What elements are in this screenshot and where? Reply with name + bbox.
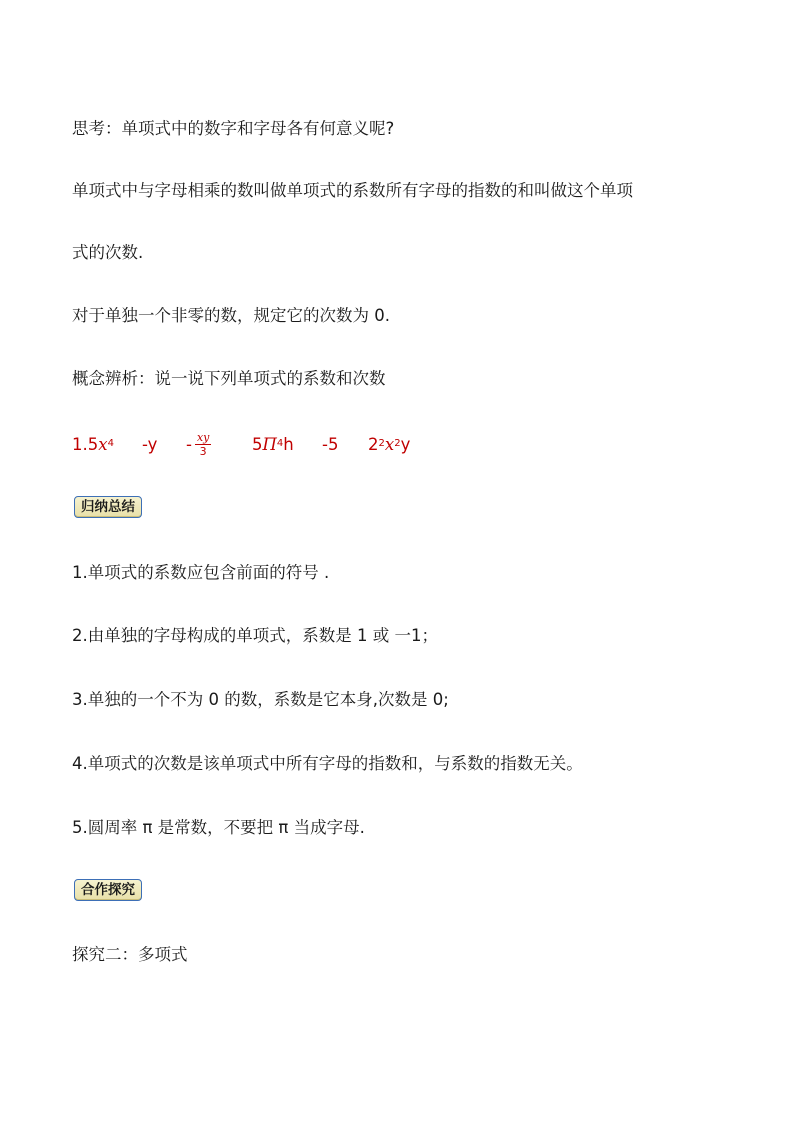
concept-analysis: 概念辨析：说一说下列单项式的系数和次数 <box>72 369 386 388</box>
summary-tag: 归纳总结 <box>74 496 142 518</box>
explore-heading: 探究二：多项式 <box>72 945 188 964</box>
monomial-3-denominator: 3 <box>199 444 207 458</box>
monomial-1-coef: 1.5 <box>72 434 99 454</box>
monomial-6-var: x <box>384 434 395 454</box>
monomial-4-tail: h <box>283 434 294 454</box>
monomial-1 <box>72 424 114 464</box>
monomial-4-exp: 4 <box>276 437 284 449</box>
monomial-3-sign: - <box>186 434 192 454</box>
summary-item-1: 1.单项式的系数应包含前面的符号 . <box>72 563 330 582</box>
monomial-4-coef: 5 <box>252 434 263 454</box>
summary-item-2: 2.由单独的字母构成的单项式，系数是 1 或 一1； <box>72 626 438 645</box>
zero-degree-rule: 对于单独一个非零的数，规定它的次数为 0. <box>72 306 390 325</box>
monomial-1-var: x <box>98 434 108 454</box>
summary-item-5: 5.圆周率 π 是常数，不要把 π 当成字母. <box>72 818 365 837</box>
monomial-6-base: 2 <box>368 434 379 454</box>
monomial-4 <box>252 424 294 464</box>
monomial-6 <box>368 424 410 464</box>
monomial-6-var-exp: 2 <box>394 437 401 449</box>
think-question: 思考：单项式中的数字和字母各有何意义呢? <box>72 119 395 138</box>
monomial-3-fraction <box>195 431 211 458</box>
monomial-6-base-exp: 2 <box>378 437 385 449</box>
summary-item-4: 4.单项式的次数是该单项式中所有字母的指数和，与系数的指数无关。 <box>72 754 583 773</box>
explore-tag: 合作探究 <box>74 879 142 901</box>
summary-item-3: 3.单独的一个不为 0 的数，系数是它本身,次数是 0; <box>72 690 449 709</box>
monomial-3-numerator: xy <box>196 430 210 444</box>
monomial-4-var: Π <box>262 434 277 454</box>
monomial-2-text: -y <box>142 434 158 454</box>
monomial-2 <box>142 424 157 464</box>
monomial-5 <box>322 424 338 464</box>
monomial-examples <box>72 424 712 464</box>
monomial-1-exp: 4 <box>107 437 114 449</box>
definition-line-1: 单项式中与字母相乘的数叫做单项式的系数所有字母的指数的和叫做这个单项 <box>72 181 633 200</box>
monomial-5-text: -5 <box>322 434 339 454</box>
monomial-3 <box>186 424 211 464</box>
definition-line-2: 式的次数. <box>72 243 144 262</box>
monomial-6-tail: y <box>400 434 411 454</box>
